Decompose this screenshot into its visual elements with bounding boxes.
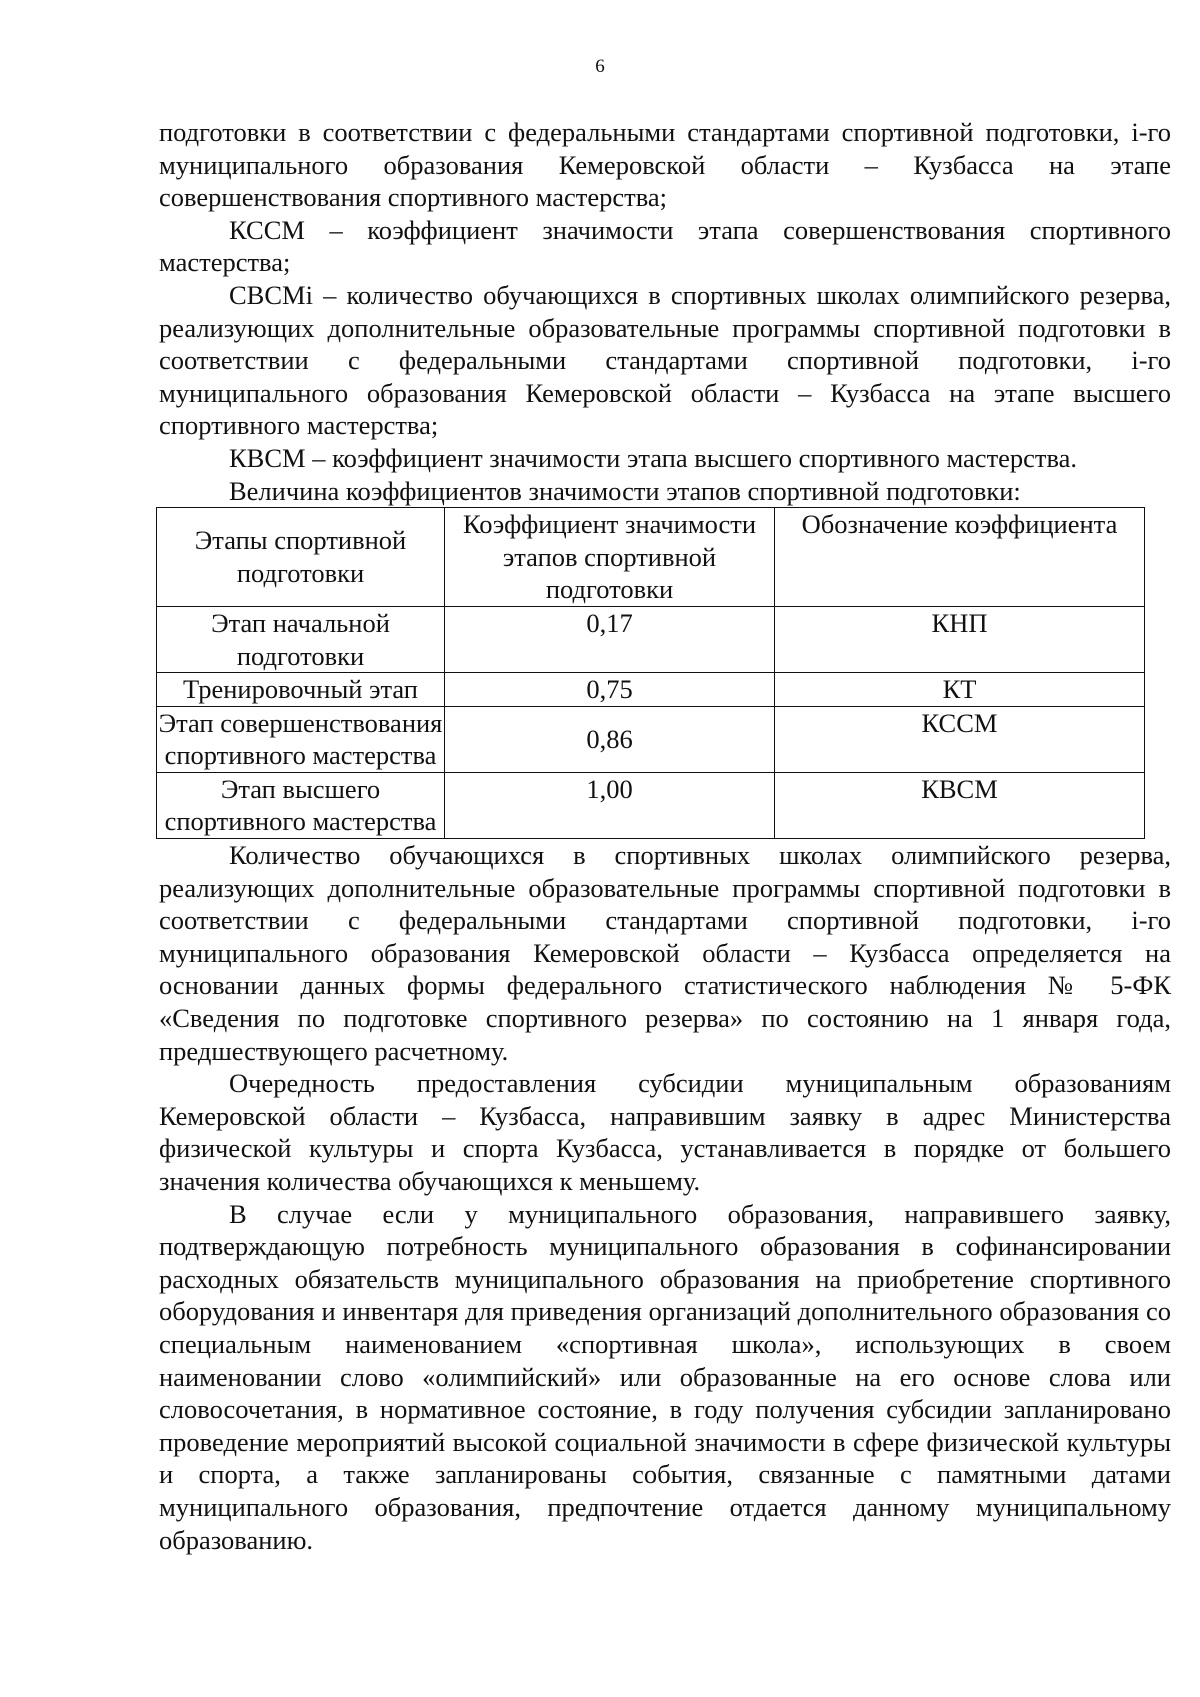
table-row [157, 772, 1145, 838]
paragraph-subsidy-order: Очередность предоставления субсидии муниципальным образованиям Кемеровской области – Кузбасса, направившим заявку в адрес Министерства физической культуры и спорта Кузбасса, устанавливается в порядке от большего значения количества обучающихся к меньшему. [159, 1068, 1171, 1196]
coefficients-table [156, 507, 1145, 839]
paragraph-continuation: подготовки в соответствии с федеральными стандартами спортивной подготовки, i-го муниципального образования Кемеровской области – Кузбасса на этапе совершенствования спортивного мастерства; [159, 117, 1171, 213]
table-row [157, 606, 1145, 672]
paragraph-student-count: Количество обучающихся в спортивных школах олимпийского резерва, реализующих дополнительные образовательные программы спортивной подготовки в соответствии с федеральными стандартами спортивной подготовки, i-го муниципального образования Кемеровской области – Кузбасса определяется на основании данных формы федерального статистического наблюдения № 5-ФК «Сведения по подготовке спортивного резерва» по состоянию на 1 января года, предшествующего расчетному. [159, 840, 1171, 1066]
table-cell-value: 0,75 [445, 673, 775, 707]
page-content [159, 116, 1171, 1556]
table-cell-value: 1,00 [445, 772, 775, 838]
table-header-row [157, 508, 1145, 607]
table-cell-stage: Этап совершенствования спортивного мастерства [157, 706, 445, 772]
table-cell-code: КССМ [775, 706, 1145, 772]
table-cell-stage: Тренировочный этап [157, 673, 445, 707]
paragraph-priority-rule: В случае если у муниципального образования, направившего заявку, подтверждающую потребность муниципального образования в софинансировании расходных обязательств муниципального образования на приобретение спортивного оборудования и инвентаря для приведения организаций дополнительного образования со специальным наименованием «спортивная школа», использующих в своем наименовании слово «олимпийский» или образованные на его основе слова или словосочетания, в нормативное состояние, в году получения субсидии запланировано проведение мероприятий высокой социальной значимости в сфере физической культуры и спорта, а также запланированы события, связанные с памятными датами муниципального образования, предпочтение отдается данному муниципальному образованию. [159, 1198, 1171, 1555]
header-cell-stages: Этапы спортивной подготовки [157, 508, 445, 607]
header-cell-coefficient: Коэффициент значимости этапов спортивной подготовки [445, 508, 775, 607]
table-cell-stage: Этап начальной подготовки [157, 606, 445, 672]
paragraph-kvsm-definition: КВСМ – коэффициент значимости этапа высшего спортивного мастерства. [229, 442, 1078, 473]
table-row [157, 673, 1145, 707]
paragraph-svsm-definition: СВСМi – количество обучающихся в спортивных школах олимпийского резерва, реализующих дополнительные образовательные программы спортивной подготовки в соответствии с федеральными стандартами спортивной подготовки, i-го муниципального образования Кемеровской области – Кузбасса на этапе высшего спортивного мастерства; [159, 279, 1171, 441]
table-cell-stage: Этап высшего спортивного мастерства [157, 772, 445, 838]
table-cell-code: КНП [775, 606, 1145, 672]
table-cell-value: 0,86 [445, 706, 775, 772]
paragraph-kssm-definition: КССМ – коэффициент значимости этапа совершенствования спортивного мастерства; [159, 214, 1171, 278]
table-row [157, 706, 1145, 772]
table-cell-value: 0,17 [445, 606, 775, 672]
paragraph-table-intro: Величина коэффициентов значимости этапов спортивной подготовки: [229, 475, 1021, 506]
table-cell-code: КТ [775, 673, 1145, 707]
header-cell-designation: Обозначение коэффициента [775, 508, 1145, 607]
table-cell-code: КВСМ [775, 772, 1145, 838]
page-number: 6 [595, 56, 605, 77]
